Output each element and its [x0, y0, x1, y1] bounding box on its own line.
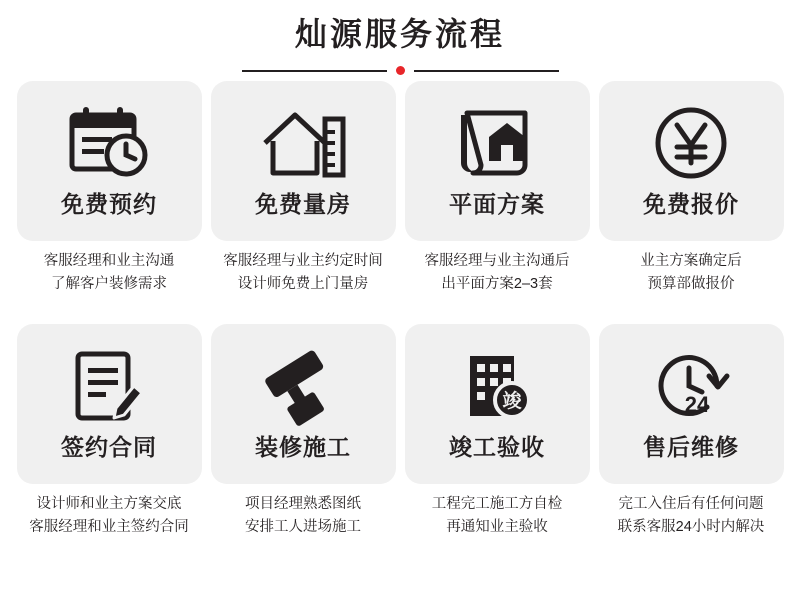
- step-desc-line: 客服经理与业主约定时间: [223, 253, 383, 269]
- steps-grid-row-2: [0, 324, 800, 539]
- step-description: [402, 493, 592, 539]
- step-card-7-body[interactable]: [405, 324, 590, 484]
- step-card-3-body[interactable]: [405, 81, 590, 241]
- header: [0, 0, 800, 75]
- house-ruler-icon: [257, 95, 349, 191]
- step-desc-line: 再通知业主验收: [446, 519, 548, 535]
- step-desc-line: 客服经理与业主沟通后: [424, 253, 570, 269]
- step-card-4[interactable]: [596, 81, 786, 296]
- step-desc-line: 工程完工施工方自检: [431, 496, 563, 512]
- step-label: 签约合同: [61, 434, 157, 460]
- step-desc-line: 了解客户装修需求: [51, 276, 167, 292]
- page-title: 灿源服务流程: [294, 16, 505, 52]
- steps-grid-row-1: [0, 81, 800, 296]
- blueprint-roll-icon: [451, 95, 543, 191]
- divider-line-right: [414, 70, 559, 72]
- step-description: [596, 250, 786, 296]
- building-check-icon: [454, 338, 540, 434]
- paint-roller-icon: [257, 338, 349, 434]
- divider-line-left: [242, 70, 387, 72]
- step-card-4-body[interactable]: [599, 81, 784, 241]
- step-desc-line: 联系客服24小时内解决: [617, 519, 765, 535]
- step-description: [208, 250, 398, 296]
- step-desc-line: 出平面方案2–3套: [441, 276, 553, 292]
- clock-24-icon: [647, 338, 735, 434]
- step-description: [208, 493, 398, 539]
- step-description: [14, 493, 204, 539]
- step-desc-line: 设计师和业主方案交底: [36, 496, 182, 512]
- step-card-8-body[interactable]: [599, 324, 784, 484]
- step-card-5-body[interactable]: [17, 324, 202, 484]
- step-label: 免费预约: [61, 191, 157, 217]
- step-label: 免费量房: [255, 191, 351, 217]
- step-description: [14, 250, 204, 296]
- step-label: 平面方案: [449, 191, 545, 217]
- step-card-5[interactable]: [14, 324, 204, 539]
- step-label: 竣工验收: [449, 434, 545, 460]
- step-card-3[interactable]: [402, 81, 592, 296]
- title-divider: [0, 66, 800, 75]
- step-desc-line: 安排工人进场施工: [245, 519, 361, 535]
- step-card-2-body[interactable]: [211, 81, 396, 241]
- step-desc-line: 预算部做报价: [647, 276, 735, 292]
- step-desc-line: 客服经理和业主签约合同: [29, 519, 189, 535]
- step-description: [402, 250, 592, 296]
- step-card-1[interactable]: [14, 81, 204, 296]
- step-card-7[interactable]: [402, 324, 592, 539]
- svg-text:24: 24: [684, 392, 710, 417]
- row-spacer: [0, 296, 800, 318]
- divider-dot: [396, 66, 405, 75]
- calendar-clock-icon: [66, 95, 152, 191]
- step-label: 售后维修: [643, 434, 739, 460]
- step-label: 免费报价: [643, 191, 739, 217]
- yuan-circle-icon: [649, 95, 733, 191]
- step-card-6[interactable]: [208, 324, 398, 539]
- step-desc-line: 完工入住后有任何问题: [618, 496, 764, 512]
- step-desc-line: 项目经理熟悉图纸: [245, 496, 361, 512]
- step-label: 装修施工: [255, 434, 351, 460]
- step-desc-line: 业主方案确定后: [640, 253, 742, 269]
- step-card-2[interactable]: [208, 81, 398, 296]
- step-card-8[interactable]: [596, 324, 786, 539]
- step-card-6-body[interactable]: [211, 324, 396, 484]
- step-desc-line: 设计师免费上门量房: [237, 276, 369, 292]
- step-desc-line: 客服经理和业主沟通: [43, 253, 175, 269]
- step-description: [596, 493, 786, 539]
- svg-text:竣: 竣: [502, 391, 522, 412]
- contract-pen-icon: [66, 338, 152, 434]
- step-card-1-body[interactable]: [17, 81, 202, 241]
